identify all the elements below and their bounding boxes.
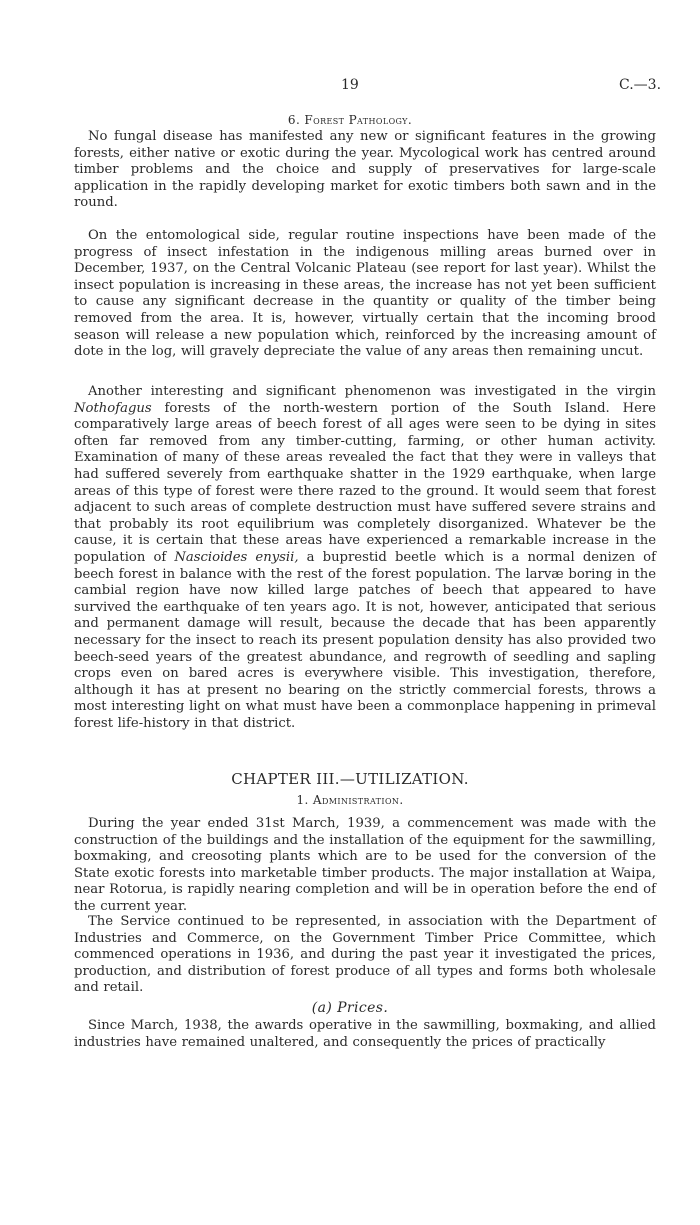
- chapter-title: CHAPTER III.—UTILIZATION.: [231, 770, 469, 788]
- paragraph-nothofagus: [74, 384, 656, 732]
- species-name-nascioides: Nascioides enysii,: [174, 549, 299, 565]
- paragraph-text-part-1: Another interesting and significant phenomenon was investigated in the virgin: [88, 384, 656, 399]
- paragraph-text: No fungal disease has manifested any new or significant features in the growing forests, either native or exotic during the year. Mycological work has centred around timber problems and the choice and supply of preservatives for large-scale application in the rapidly developing market for exotic timbers both sawn and in the round.: [74, 129, 656, 211]
- subsection-heading-prices: (a) Prices.: [311, 1000, 389, 1016]
- section-heading-forest-pathology: [0, 113, 700, 127]
- paragraph-administration: [74, 816, 656, 916]
- section-title: Forest Pathology.: [304, 113, 413, 127]
- paragraph-prices: [74, 1018, 656, 1051]
- page-number: 19: [341, 77, 359, 93]
- section-number: 6.: [287, 113, 301, 127]
- paragraph-text: Since March, 1938, the awards operative in the sawmilling, boxmaking, and allied industries have remained unaltered, and consequently the prices of practically: [74, 1018, 656, 1050]
- paragraph-text: During the year ended 31st March, 1939, a commencement was made with the construction of the buildings and the installation of the equipment for the sawmilling, boxmaking, and creosoting plants which are to be used for the conversion of the State exotic forests into marketable timber products. The major installation at Waipa, near Rotorua, is rapidly nearing completion and will be in operation before the end of the current year.: [74, 816, 656, 914]
- paragraph-entomological: [74, 228, 656, 361]
- paragraph-text: On the entomological side, regular routine inspections have been made of the progress of insect infestation in the indigenous milling areas burned over in December, 1937, on the Central Volcanic Plateau (see report for last year). Whilst the insect population is increasing in these areas, the increase has not yet been sufficient to cause any significant decrease in the quantity or quality of the timber being removed from the area. It is, however, virtually certain that the incoming brood season will release a new population which, reinforced by the increasing amount of dote in the log, will gravely depreciate the value of any areas then remaining uncut.: [74, 228, 656, 360]
- page-header: [0, 77, 700, 97]
- section-title: Administration.: [312, 793, 404, 807]
- paragraph-text-part-2: forests of the north-western portion of the South Island. Here comparatively large areas of beech forest of all ages were seen to be dying in sites often far removed from any timber-cutting, farming, or other human activity. Examination of many of these areas revealed the fact that they were in valleys that had suffered severely from earthquake shatter in the 1929 earthquake, when large areas of this type of forest were there razed to the ground. It would seem that forest adjacent to such areas of complete destruction must have suffered severe strains and that probably its root equilibrium was completely disorganized. Whatever be the cause, it is certain that these areas have experienced a remarkable increase in the population of: [74, 400, 656, 565]
- section-number: 1.: [296, 793, 309, 807]
- section-heading-administration: [0, 793, 700, 807]
- document-reference: C.—3.: [619, 77, 662, 93]
- paragraph-price-committee: [74, 914, 656, 997]
- paragraph-text-part-3: a buprestid beetle which is a normal denizen of beech forest in balance with the rest of the forest population. The larvæ boring in the cambial region have now killed large patches of beech that appeared to have survived the earthquake of ten years ago. It is not, however, anticipated that serious and permanent damage will result, because the decade that has been apparently necessary for the insect to reach its present population density has also provided two beech-seed years of the greatest abundance, and regrowth of seedling and sapling crops even on bared acres is everywhere visible. This investigation, therefore, although it has at present no bearing on the strictly commercial forests, throws a most interesting light on what must have been a commonplace happening in primeval forest life-history in that district.: [74, 549, 656, 731]
- paragraph-text: The Service continued to be represented, in association with the Department of Industries and Commerce, on the Government Timber Price Committee, which commenced operations in 1936, and during the past year it investigated the prices, production, and distribution of forest produce of all types and forms both wholesale and retail.: [74, 914, 656, 996]
- paragraph-fungal-disease: [74, 129, 656, 212]
- species-name-nothofagus: Nothofagus: [74, 400, 152, 416]
